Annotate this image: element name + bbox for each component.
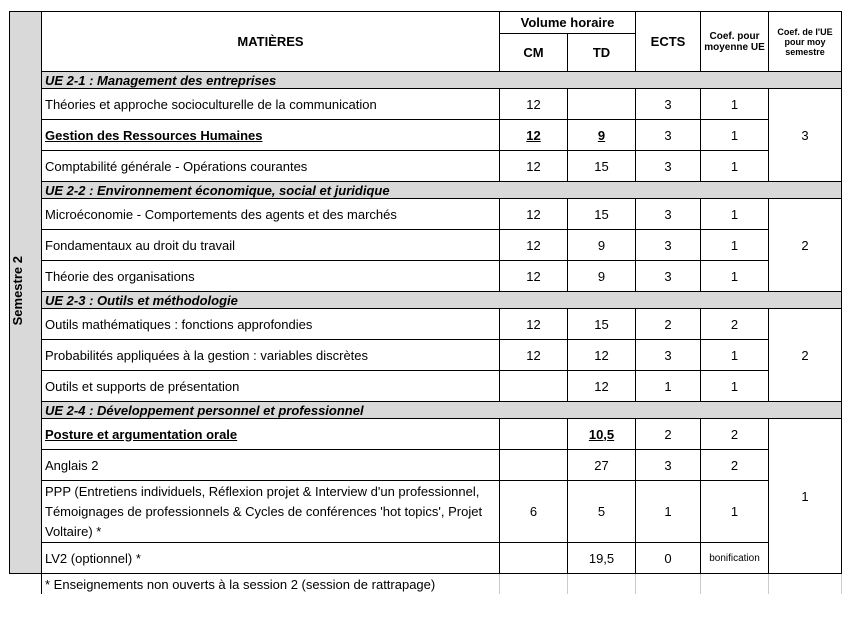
semester-label: Semestre 2: [10, 256, 25, 326]
course-coef: 2: [701, 419, 769, 450]
course-cm: 12: [500, 309, 568, 340]
course-name: Anglais 2: [42, 450, 500, 481]
course-td: 10,5: [588, 426, 615, 442]
course-coef: 1: [701, 199, 769, 230]
course-td: 9: [597, 127, 606, 143]
header-cm: CM: [500, 34, 568, 72]
course-cm: 12: [500, 89, 568, 120]
course-name: Théorie des organisations: [42, 261, 500, 292]
course-coef: 1: [701, 261, 769, 292]
course-td: [568, 89, 636, 120]
course-coef: bonification: [701, 543, 769, 574]
course-coef: 1: [701, 89, 769, 120]
semester-cell: [10, 12, 42, 574]
course-name: Outils mathématiques : fonctions approfondies: [42, 309, 500, 340]
course-ects: 3: [636, 89, 701, 120]
footnote: * Enseignements non ouverts à la session 2 (session de rattrapage): [42, 574, 500, 595]
course-name: Théories et approche socioculturelle de la communication: [42, 89, 500, 120]
course-td: 27: [568, 450, 636, 481]
course-td: 15: [568, 199, 636, 230]
course-coef: 1: [701, 340, 769, 371]
curriculum-table: [9, 11, 842, 594]
ue-title: UE 2-4 : Développement personnel et professionnel: [42, 402, 842, 419]
header-matieres: MATIÈRES: [42, 12, 500, 72]
course-coef: 2: [701, 450, 769, 481]
ue-coef: 1: [769, 419, 842, 574]
ue-coef: 2: [769, 309, 842, 402]
course-ects: 3: [636, 151, 701, 182]
course-name: Microéconomie - Comportements des agents et des marchés: [42, 199, 500, 230]
header-volume: Volume horaire: [500, 12, 636, 34]
header-coef-moyenne: Coef. pour moyenne UE: [701, 12, 769, 72]
course-name: Comptabilité générale - Opérations courantes: [42, 151, 500, 182]
course-td: 19,5: [568, 543, 636, 574]
header-ects: ECTS: [636, 12, 701, 72]
course-name: Posture et argumentation orale: [45, 426, 238, 442]
ue-title: UE 2-2 : Environnement économique, social et juridique: [42, 182, 842, 199]
course-ects: 3: [636, 120, 701, 151]
course-ects: 2: [636, 309, 701, 340]
course-td: 9: [568, 261, 636, 292]
course-cm: 12: [500, 199, 568, 230]
ue-title: UE 2-3 : Outils et méthodologie: [42, 292, 842, 309]
course-ects: 2: [636, 419, 701, 450]
course-ects: 3: [636, 199, 701, 230]
course-ects: 3: [636, 450, 701, 481]
course-ects: 1: [636, 481, 701, 543]
course-td: 9: [568, 230, 636, 261]
course-ects: 3: [636, 230, 701, 261]
course-td: 15: [568, 151, 636, 182]
course-coef: 1: [701, 481, 769, 543]
course-cm: [500, 543, 568, 574]
course-name: Outils et supports de présentation: [42, 371, 500, 402]
course-coef: 1: [701, 151, 769, 182]
course-coef: 2: [701, 309, 769, 340]
header-td: TD: [568, 34, 636, 72]
course-coef: 1: [701, 371, 769, 402]
course-td: 12: [568, 371, 636, 402]
course-cm: [500, 419, 568, 450]
course-td: 5: [568, 481, 636, 543]
course-ects: 0: [636, 543, 701, 574]
course-cm: 12: [500, 230, 568, 261]
course-td: 15: [568, 309, 636, 340]
course-cm: 6: [500, 481, 568, 543]
ue-title: UE 2-1 : Management des entreprises: [42, 72, 842, 89]
course-ects: 1: [636, 371, 701, 402]
ue-coef: 3: [769, 89, 842, 182]
course-cm: 12: [500, 340, 568, 371]
course-name: Gestion des Ressources Humaines: [45, 127, 263, 143]
course-cm: 12: [526, 127, 541, 143]
course-name: PPP (Entretiens individuels, Réflexion projet & Interview d'un professionnel, Témoignages de professionnels & Cycles de conférences 'hot topics', Projet Voltaire) *: [42, 481, 500, 543]
course-coef: 1: [701, 230, 769, 261]
course-cm: 12: [500, 151, 568, 182]
course-cm: 12: [500, 261, 568, 292]
course-name: LV2 (optionnel) *: [42, 543, 500, 574]
course-ects: 3: [636, 340, 701, 371]
course-cm: [500, 371, 568, 402]
header-coef-ue: Coef. de l'UE pour moy semestre: [769, 12, 842, 72]
course-cm: [500, 450, 568, 481]
ue-coef: 2: [769, 199, 842, 292]
course-ects: 3: [636, 261, 701, 292]
course-coef: 1: [701, 120, 769, 151]
course-td: 12: [568, 340, 636, 371]
course-name: Probabilités appliquées à la gestion : variables discrètes: [42, 340, 500, 371]
course-name: Fondamentaux au droit du travail: [42, 230, 500, 261]
